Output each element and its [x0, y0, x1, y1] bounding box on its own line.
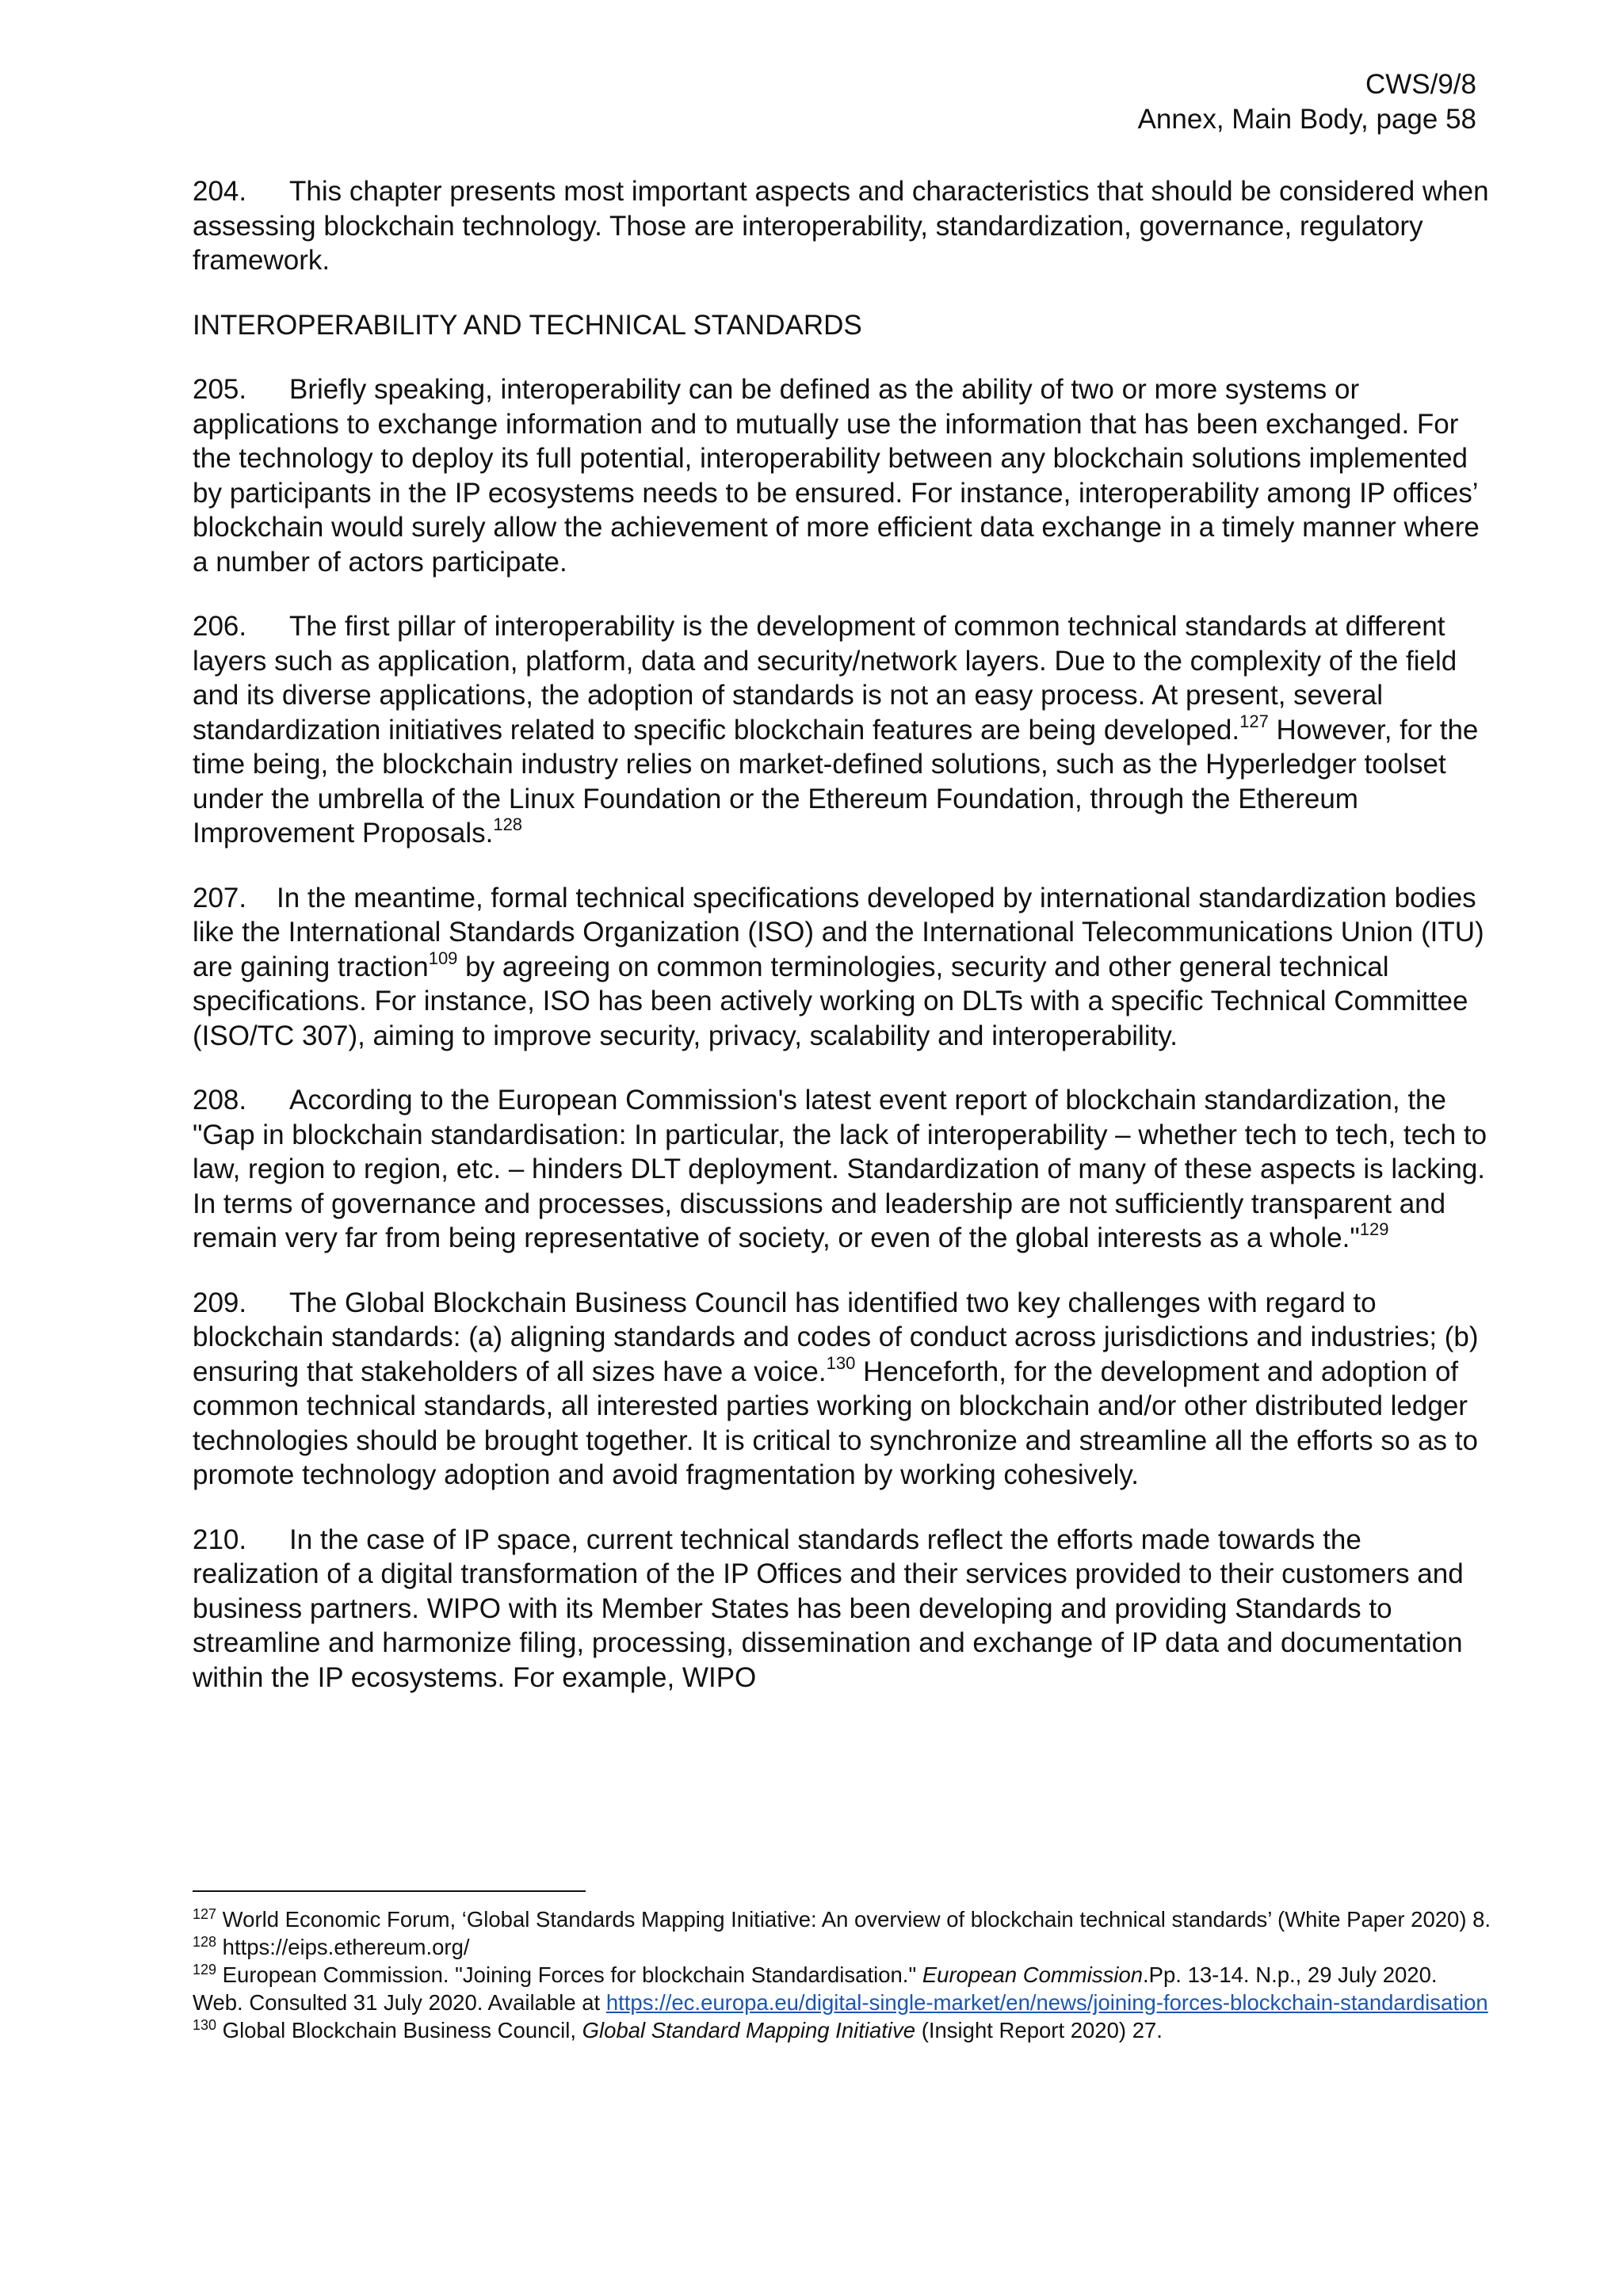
paragraph-text: The first pillar of interoperability is the development of common technical standards at different layers such as application, platform, data and security/network layers. Due to the complexity of the field and its diverse applications, the adoption of standards is not an easy process. At present, several standardization initiatives related to specific blockchain features are being developed.: [193, 611, 1457, 746]
footnote-separator: [193, 1890, 586, 1892]
footnote-ref-109[interactable]: 109: [428, 948, 458, 968]
paragraph-number: 204.: [193, 176, 247, 207]
paragraph-text: In the meantime, formal technical specifications developed by international standardization bodies like the International Standards Organization (ISO) and the International Telecommunications Union (ITU) are gaining traction: [193, 882, 1484, 982]
paragraph-number: 210.: [193, 1524, 247, 1555]
paragraph-206: [193, 609, 1492, 851]
footnote-128: [193, 1933, 1492, 1961]
footnote-127: [193, 1905, 1492, 1933]
footnote-number: 127: [193, 1906, 217, 1922]
paragraph-208: [193, 1083, 1492, 1256]
paragraph-number: 206.: [193, 611, 247, 642]
page-reference: Annex, Main Body, page 58: [1137, 104, 1476, 135]
paragraph-number: 209.: [193, 1287, 247, 1318]
paragraph-text: According to the European Commission's latest event report of blockchain standardization, the "Gap in blockchain standardisation: In particular, the lack of interoperability – whether tech to tech, tech to law, region to region, etc. – hinders DLT deployment. Standardization of many of these aspects is lacking. In terms of governance and processes, discussions and leadership are not sufficiently transparent and remain very far from being representative of society, or even of the global interests as a whole.": [193, 1085, 1487, 1253]
footnote-ref-129[interactable]: 129: [1359, 1219, 1389, 1239]
paragraph-text: This chapter presents most important aspects and characteristics that should be considered when assessing blockchain technology. Those are interoperability, standardization, governance, regulatory framework.: [193, 176, 1489, 276]
paragraph-205: [193, 372, 1492, 579]
main-body: [193, 174, 1492, 1725]
footnote-text: (Insight Report 2020) 27.: [915, 2018, 1163, 2042]
paragraph-number: 207.: [193, 882, 247, 913]
footnote-text: Global Blockchain Business Council,: [216, 2018, 582, 2042]
paragraph-204: [193, 174, 1492, 278]
footnote-129: [193, 1961, 1492, 2016]
footnote-number: 129: [193, 1962, 217, 1978]
footnote-number: 130: [193, 2017, 217, 2033]
paragraph-text: In the case of IP space, current technical standards reflect the efforts made towards the realization of a digital transformation of the IP Offices and their services provided to their customers and business partners. WIPO with its Member States has been developing and providing Standards to streamline and harmonize filing, processing, dissemination and exchange of IP data and documentation within the IP ecosystems. For example, WIPO: [193, 1524, 1464, 1693]
paragraph-209: [193, 1286, 1492, 1493]
paragraph-text: However, for the time being, the blockchain industry relies on market-defined solutions, such as the Hyperledger toolset under the umbrella of the Linux Foundation or the Ethereum Foundation, through the Ethereum Improvement Proposals.: [193, 714, 1479, 849]
footnote-130: [193, 2016, 1492, 2044]
paragraph-210: [193, 1523, 1492, 1695]
paragraph-207: [193, 881, 1492, 1054]
paragraph-number: 205.: [193, 374, 247, 405]
footnote-italic: Global Standard Mapping Initiative: [582, 2018, 916, 2042]
footnote-italic: European Commission: [922, 1962, 1144, 1987]
footnote-text: https://eips.ethereum.org/: [216, 1935, 470, 1959]
footnote-ref-130[interactable]: 130: [826, 1352, 856, 1373]
footnote-text: .Pp. 13-14. N.p., 29 July 2020. Web. Consulted 31 July 2020. Available at: [193, 1962, 1438, 2015]
paragraph-text: by agreeing on common terminologies, security and other general technical specifications. For instance, ISO has been actively working on DLTs with a specific Technical Committee (ISO/TC 307), aiming to improve security, privacy, scalability and interoperability.: [193, 951, 1468, 1051]
paragraph-text: Henceforth, for the development and adoption of common technical standards, all interested parties working on blockchain and/or other distributed ledger technologies should be brought together. It is critical to synchronize and streamline all the efforts so as to promote technology adoption and avoid fragmentation by working cohesively.: [193, 1356, 1478, 1490]
section-heading: INTEROPERABILITY AND TECHNICAL STANDARDS: [193, 309, 862, 341]
footnote-number: 128: [193, 1934, 217, 1950]
page-header: [1138, 67, 1476, 137]
document-code: CWS/9/8: [1365, 69, 1476, 100]
paragraph-text: The Global Blockchain Business Council has identified two key challenges with regard to blockchain standards: (a) aligning standards and codes of conduct across jurisdictions and industries; (b) ensuring that stakeholders of all sizes have a voice.: [193, 1287, 1479, 1387]
paragraph-text: Briefly speaking, interoperability can be defined as the ability of two or more systems or applications to exchange information and to mutually use the information that has been exchanged. For the technology to deploy its full potential, interoperability between any blockchain solutions implemented by participants in the IP ecosystems needs to be ensured. For instance, interoperability among IP offices’ blockchain would surely allow the achievement of more efficient data exchange in a timely manner where a number of actors participate.: [193, 374, 1480, 578]
paragraph-number: 208.: [193, 1085, 247, 1116]
footnotes: [193, 1905, 1492, 2044]
footnote-link[interactable]: https://ec.europa.eu/digital-single-market/en/news/joining-forces-blockchain-standardisation: [605, 1990, 1488, 2015]
footnote-text: European Commission. "Joining Forces for blockchain Standardisation.": [216, 1962, 922, 1987]
footnote-text: World Economic Forum, ‘Global Standards Mapping Initiative: An overview of blockchain technical standards’ (White Paper 2020) 8.: [216, 1907, 1491, 1932]
footnote-ref-128[interactable]: 128: [493, 814, 523, 834]
footnote-ref-127[interactable]: 127: [1239, 711, 1269, 731]
